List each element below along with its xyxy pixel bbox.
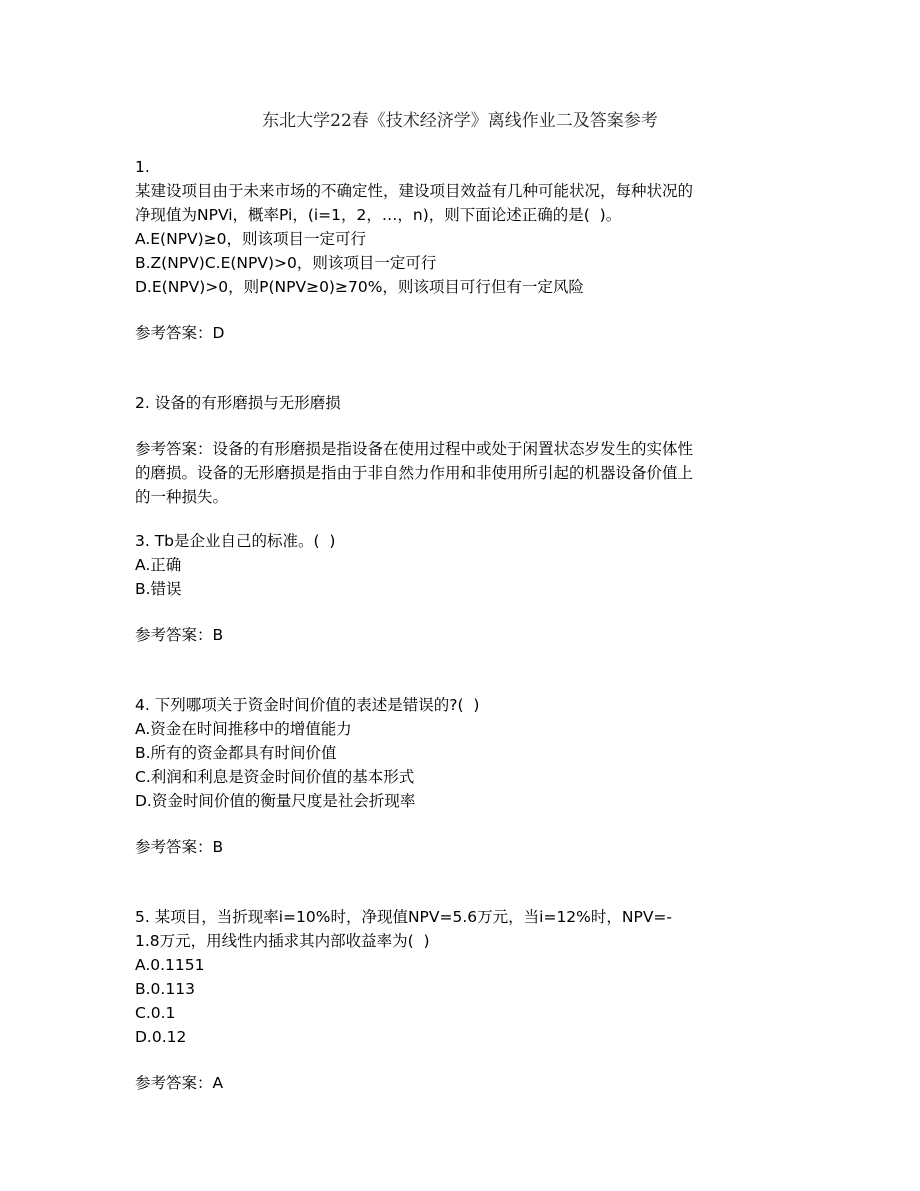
reference-answer: 参考答案：B <box>135 838 224 856</box>
question-5 <box>135 905 795 1095</box>
document-content <box>135 155 795 1095</box>
option-d: D.E(NPV)>0，则P(NPV≥0)≥70%，则该项目可行但有一定风险 <box>135 278 584 296</box>
question-stem-line: 1.8万元，用线性内插求其内部收益率为( ) <box>135 932 430 950</box>
question-4 <box>135 693 795 859</box>
option-a: A.资金在时间推移中的增值能力 <box>135 720 352 738</box>
option-d: D.0.12 <box>135 1028 187 1046</box>
question-3 <box>135 529 795 647</box>
reference-answer-line: 参考答案：设备的有形磨损是指设备在使用过程中或处于闲置状态岁发生的实体性 <box>135 440 694 458</box>
question-stem-line: 3. Tb是企业自己的标准。( ) <box>135 532 336 550</box>
reference-answer-line: 的一种损失。 <box>135 488 229 506</box>
question-1 <box>135 155 795 345</box>
option-b: B.所有的资金都具有时间价值 <box>135 744 337 762</box>
option-d: D.资金时间价值的衡量尺度是社会折现率 <box>135 792 416 810</box>
reference-answer: 参考答案：D <box>135 324 225 342</box>
question-2 <box>135 391 795 509</box>
question-stem-line: 某建设项目由于未来市场的不确定性，建设项目效益有几种可能状况，每种状况的 <box>135 182 694 200</box>
option-a: A.正确 <box>135 556 182 574</box>
question-stem-line: 4. 下列哪项关于资金时间价值的表述是错误的?( ) <box>135 696 480 714</box>
option-c: C.利润和利息是资金时间价值的基本形式 <box>135 768 415 786</box>
option-b: B.0.113 <box>135 980 195 998</box>
reference-answer-line: 的磨损。设备的无形磨损是指由于非自然力作用和非使用所引起的机器设备价值上 <box>135 464 694 482</box>
option-a: A.E(NPV)≥0，则该项目一定可行 <box>135 230 367 248</box>
question-stem-line: 2. 设备的有形磨损与无形磨损 <box>135 394 341 412</box>
reference-answer: 参考答案：B <box>135 626 224 644</box>
option-b: B.Z(NPV)C.E(NPV)>0，则该项目一定可行 <box>135 254 437 272</box>
document-title: 东北大学22春《技术经济学》离线作业二及答案参考 <box>262 111 658 131</box>
reference-answer: 参考答案：A <box>135 1074 224 1092</box>
option-c: C.0.1 <box>135 1004 176 1022</box>
option-a: A.0.1151 <box>135 956 205 974</box>
option-b: B.错误 <box>135 580 182 598</box>
question-stem-line: 5. 某项目，当折现率i=10%时，净现值NPV=5.6万元，当i=12%时，NPV=- <box>135 908 673 926</box>
question-stem-line: 净现值为NPVi，概率Pi，(i=1，2，…，n)，则下面论述正确的是( )。 <box>135 206 622 224</box>
question-number: 1. <box>135 158 150 176</box>
